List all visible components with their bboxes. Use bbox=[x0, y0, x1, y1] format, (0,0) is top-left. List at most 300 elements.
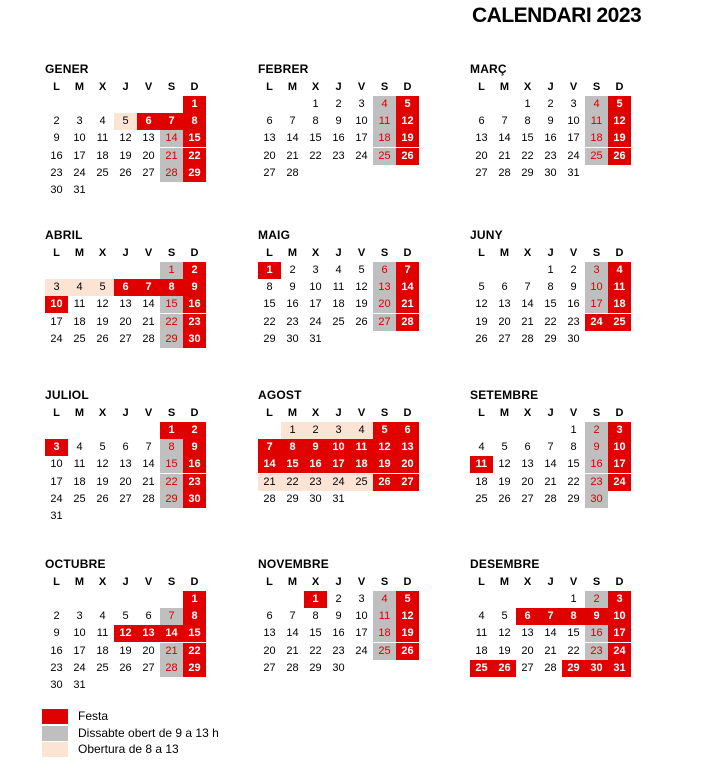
day-cell: 28 bbox=[160, 165, 183, 182]
day-cell: 4 bbox=[478, 441, 485, 454]
day-cell: 27 bbox=[396, 474, 419, 491]
day-cell: 16 bbox=[286, 298, 299, 311]
legend-label: Festa bbox=[78, 709, 109, 723]
day-cell: 26 bbox=[396, 148, 419, 165]
day-cell: 28 bbox=[160, 660, 183, 677]
day-cell: 11 bbox=[585, 113, 608, 130]
day-cell: 5 bbox=[114, 113, 137, 130]
day-cell: 26 bbox=[475, 332, 488, 345]
day-cell: 15 bbox=[309, 132, 322, 145]
weekday-header: X bbox=[523, 407, 532, 419]
day-cell: 31 bbox=[50, 510, 63, 522]
day-cell: 2 bbox=[183, 422, 206, 439]
day-cell: 28 bbox=[263, 492, 276, 505]
day-cell: 12 bbox=[355, 281, 368, 294]
day-cell: 17 bbox=[309, 298, 322, 311]
weekday-header: S bbox=[380, 247, 389, 259]
day-cell: 5 bbox=[501, 610, 508, 623]
day-cell: 10 bbox=[355, 610, 368, 623]
weekday-header: V bbox=[357, 247, 366, 259]
day-cell: 15 bbox=[183, 130, 206, 147]
day-cell: 5 bbox=[608, 96, 631, 113]
day-cell: 16 bbox=[50, 149, 63, 162]
weekday-header: S bbox=[167, 576, 176, 588]
weekday-header: V bbox=[569, 407, 578, 419]
day-cell: 19 bbox=[373, 456, 396, 473]
day-cell: 22 bbox=[309, 644, 322, 657]
day-cell: 17 bbox=[73, 149, 86, 162]
day-cell: 26 bbox=[119, 661, 132, 674]
day-cell: 8 bbox=[160, 439, 183, 456]
day-cell: 8 bbox=[160, 279, 183, 296]
day-cell: 3 bbox=[570, 98, 577, 110]
day-cell: 2 bbox=[570, 264, 577, 276]
day-cell: 15 bbox=[160, 456, 183, 473]
day-cell: 25 bbox=[332, 315, 345, 328]
day-cell: 28 bbox=[521, 332, 534, 345]
day-cell: 1 bbox=[160, 422, 183, 439]
day-cell: 12 bbox=[475, 298, 488, 311]
day-cell: 12 bbox=[396, 608, 419, 625]
day-cell: 26 bbox=[96, 492, 109, 505]
day-cell: 29 bbox=[263, 332, 276, 345]
day-cell: 14 bbox=[286, 132, 299, 145]
day-cell: 5 bbox=[99, 441, 106, 454]
day-cell: 10 bbox=[608, 439, 631, 456]
weekday-header: J bbox=[122, 81, 129, 93]
day-cell: 25 bbox=[96, 661, 109, 674]
day-cell: 8 bbox=[266, 281, 273, 294]
day-cell: 9 bbox=[183, 439, 206, 456]
weekday-header: X bbox=[311, 81, 320, 93]
day-cell: 23 bbox=[544, 149, 557, 162]
day-cell: 5 bbox=[478, 281, 485, 294]
day-cell: 11 bbox=[470, 456, 493, 473]
weekday-header: D bbox=[403, 247, 412, 259]
day-cell: 19 bbox=[498, 475, 511, 488]
weekday-header: L bbox=[266, 247, 273, 259]
month-name: JUNY bbox=[470, 228, 503, 242]
day-cell: 19 bbox=[96, 315, 109, 328]
day-cell: 8 bbox=[547, 281, 554, 294]
day-cell: 7 bbox=[160, 608, 183, 625]
day-cell: 2 bbox=[335, 593, 342, 605]
day-cell: 29 bbox=[562, 660, 585, 677]
day-cell: 19 bbox=[498, 644, 511, 657]
weekday-header: D bbox=[615, 81, 624, 93]
weekday-header: J bbox=[122, 576, 129, 588]
day-cell: 13 bbox=[373, 279, 396, 296]
day-cell: 24 bbox=[585, 314, 608, 331]
day-cell: 27 bbox=[263, 661, 276, 674]
month-name: MARÇ bbox=[470, 62, 507, 76]
day-cell: 3 bbox=[45, 439, 68, 456]
weekday-header: X bbox=[98, 576, 107, 588]
day-cell: 15 bbox=[183, 625, 206, 642]
day-cell: 1 bbox=[183, 96, 206, 113]
day-cell: 30 bbox=[50, 184, 63, 196]
day-cell: 3 bbox=[76, 115, 83, 128]
day-cell: 1 bbox=[547, 264, 554, 276]
day-cell: 25 bbox=[373, 148, 396, 165]
day-cell: 18 bbox=[73, 315, 86, 328]
day-cell: 25 bbox=[373, 643, 396, 660]
day-cell: 23 bbox=[567, 315, 580, 328]
day-cell: 6 bbox=[266, 610, 273, 623]
day-cell: 31 bbox=[73, 184, 86, 196]
day-cell: 13 bbox=[119, 298, 132, 311]
day-cell: 11 bbox=[96, 627, 109, 640]
day-cell: 9 bbox=[547, 115, 554, 128]
month-name: DESEMBRE bbox=[470, 557, 540, 571]
day-cell: 15 bbox=[567, 627, 580, 640]
weekday-header: S bbox=[592, 81, 601, 93]
day-cell: 19 bbox=[96, 475, 109, 488]
day-cell: 15 bbox=[544, 298, 557, 311]
day-cell: 27 bbox=[142, 166, 155, 179]
day-cell: 10 bbox=[45, 296, 68, 313]
day-cell: 7 bbox=[289, 610, 296, 623]
day-cell: 9 bbox=[304, 439, 327, 456]
weekday-header: M bbox=[74, 247, 85, 259]
day-cell: 2 bbox=[585, 422, 608, 439]
day-cell: 1 bbox=[524, 98, 531, 110]
day-cell: 11 bbox=[96, 132, 109, 145]
day-cell: 2 bbox=[585, 591, 608, 608]
day-cell: 18 bbox=[332, 298, 345, 311]
legend-label: Obertura de 8 a 13 bbox=[78, 742, 179, 756]
day-cell: 12 bbox=[114, 625, 137, 642]
day-cell: 19 bbox=[396, 625, 419, 642]
month-name: SETEMBRE bbox=[470, 388, 539, 402]
day-cell: 28 bbox=[498, 166, 511, 179]
day-cell: 24 bbox=[327, 474, 350, 491]
weekday-header: D bbox=[615, 247, 624, 259]
weekday-header: L bbox=[53, 407, 60, 419]
day-cell: 25 bbox=[350, 474, 373, 491]
day-cell: 10 bbox=[355, 115, 368, 128]
weekday-header: X bbox=[523, 81, 532, 93]
weekday-header: X bbox=[523, 576, 532, 588]
day-cell: 29 bbox=[286, 492, 299, 505]
day-cell: 6 bbox=[516, 608, 539, 625]
month-name: JULIOL bbox=[45, 388, 89, 402]
weekday-header: M bbox=[499, 81, 510, 93]
weekday-header: M bbox=[499, 407, 510, 419]
weekday-header: L bbox=[266, 576, 273, 588]
day-cell: 4 bbox=[76, 441, 83, 454]
weekday-header: V bbox=[569, 81, 578, 93]
day-cell: 3 bbox=[358, 593, 365, 605]
day-cell: 8 bbox=[570, 441, 577, 454]
day-cell: 23 bbox=[304, 474, 327, 491]
day-cell: 22 bbox=[567, 475, 580, 488]
day-cell: 22 bbox=[521, 149, 534, 162]
day-cell: 16 bbox=[332, 627, 345, 640]
day-cell: 7 bbox=[396, 262, 419, 279]
day-cell: 3 bbox=[327, 422, 350, 439]
day-cell: 25 bbox=[73, 332, 86, 345]
weekday-header: J bbox=[547, 81, 554, 93]
day-cell: 25 bbox=[585, 148, 608, 165]
day-cell: 30 bbox=[183, 331, 206, 348]
day-cell: 11 bbox=[73, 298, 86, 311]
weekday-header: X bbox=[311, 576, 320, 588]
weekday-header: J bbox=[122, 247, 129, 259]
day-cell: 9 bbox=[53, 132, 60, 145]
day-cell: 11 bbox=[475, 627, 488, 640]
day-cell: 4 bbox=[99, 115, 106, 128]
weekday-header: V bbox=[357, 407, 366, 419]
day-cell: 6 bbox=[122, 441, 129, 454]
day-cell: 31 bbox=[608, 660, 631, 677]
day-cell: 26 bbox=[96, 332, 109, 345]
day-cell: 8 bbox=[524, 115, 531, 128]
day-cell: 4 bbox=[608, 262, 631, 279]
weekday-header: D bbox=[615, 407, 624, 419]
day-cell: 11 bbox=[373, 608, 396, 625]
day-cell: 4 bbox=[99, 610, 106, 623]
day-cell: 10 bbox=[585, 279, 608, 296]
weekday-header: V bbox=[144, 576, 153, 588]
day-cell: 29 bbox=[183, 165, 206, 182]
day-cell: 25 bbox=[96, 166, 109, 179]
day-cell: 23 bbox=[50, 166, 63, 179]
day-cell: 14 bbox=[286, 627, 299, 640]
day-cell: 3 bbox=[608, 422, 631, 439]
day-cell: 3 bbox=[76, 610, 83, 623]
day-cell: 21 bbox=[498, 149, 511, 162]
day-cell: 7 bbox=[258, 439, 281, 456]
day-cell: 10 bbox=[567, 115, 580, 128]
day-cell: 21 bbox=[544, 644, 557, 657]
day-cell: 28 bbox=[286, 661, 299, 674]
day-cell: 29 bbox=[160, 331, 183, 348]
day-cell: 17 bbox=[585, 296, 608, 313]
day-cell: 4 bbox=[585, 96, 608, 113]
day-cell: 19 bbox=[119, 644, 132, 657]
day-cell: 19 bbox=[119, 149, 132, 162]
day-cell: 26 bbox=[355, 315, 368, 328]
day-cell: 21 bbox=[160, 643, 183, 660]
day-cell: 17 bbox=[50, 475, 63, 488]
day-cell: 12 bbox=[373, 439, 396, 456]
weekday-header: D bbox=[403, 81, 412, 93]
day-cell: 25 bbox=[470, 660, 493, 677]
day-cell: 31 bbox=[567, 166, 580, 179]
weekday-header: S bbox=[380, 576, 389, 588]
weekday-header: L bbox=[478, 247, 485, 259]
day-cell: 31 bbox=[309, 332, 322, 345]
day-cell: 27 bbox=[521, 661, 534, 674]
day-cell: 29 bbox=[309, 661, 322, 674]
weekday-header: J bbox=[547, 407, 554, 419]
day-cell: 18 bbox=[96, 149, 109, 162]
day-cell: 27 bbox=[142, 661, 155, 674]
month-name: NOVEMBRE bbox=[258, 557, 329, 571]
day-cell: 26 bbox=[373, 474, 396, 491]
day-cell: 28 bbox=[544, 492, 557, 505]
day-cell: 20 bbox=[119, 315, 132, 328]
weekday-header: J bbox=[122, 407, 129, 419]
day-cell: 30 bbox=[567, 332, 580, 345]
weekday-header: M bbox=[74, 81, 85, 93]
day-cell: 18 bbox=[73, 475, 86, 488]
weekday-header: S bbox=[167, 407, 176, 419]
day-cell: 1 bbox=[312, 98, 319, 110]
day-cell: 11 bbox=[373, 113, 396, 130]
day-cell: 18 bbox=[373, 625, 396, 642]
month-name: MAIG bbox=[258, 228, 291, 242]
day-cell: 4 bbox=[350, 422, 373, 439]
day-cell: 28 bbox=[142, 492, 155, 505]
day-cell: 8 bbox=[281, 439, 304, 456]
day-cell: 15 bbox=[263, 298, 276, 311]
day-cell: 4 bbox=[335, 264, 342, 276]
weekday-header: X bbox=[98, 247, 107, 259]
weekday-header: L bbox=[53, 247, 60, 259]
day-cell: 8 bbox=[183, 608, 206, 625]
weekday-header: S bbox=[380, 407, 389, 419]
legend-swatch bbox=[42, 726, 68, 741]
weekday-header: D bbox=[403, 407, 412, 419]
day-cell: 13 bbox=[142, 132, 155, 145]
weekday-header: L bbox=[53, 81, 60, 93]
day-cell: 7 bbox=[137, 279, 160, 296]
day-cell: 3 bbox=[608, 591, 631, 608]
day-cell: 9 bbox=[335, 610, 342, 623]
day-cell: 8 bbox=[312, 115, 319, 128]
day-cell: 2 bbox=[53, 610, 60, 623]
day-cell: 2 bbox=[335, 98, 342, 110]
day-cell: 14 bbox=[142, 458, 155, 471]
day-cell: 12 bbox=[96, 298, 109, 311]
day-cell: 26 bbox=[396, 643, 419, 660]
weekday-header: J bbox=[547, 576, 554, 588]
day-cell: 18 bbox=[96, 644, 109, 657]
day-cell: 15 bbox=[521, 132, 534, 145]
day-cell: 23 bbox=[50, 661, 63, 674]
day-cell: 9 bbox=[289, 281, 296, 294]
weekday-header: S bbox=[592, 407, 601, 419]
day-cell: 18 bbox=[350, 456, 373, 473]
day-cell: 21 bbox=[544, 475, 557, 488]
day-cell: 17 bbox=[567, 132, 580, 145]
day-cell: 4 bbox=[478, 610, 485, 623]
day-cell: 30 bbox=[286, 332, 299, 345]
day-cell: 1 bbox=[258, 262, 281, 279]
day-cell: 22 bbox=[183, 643, 206, 660]
day-cell: 20 bbox=[396, 456, 419, 473]
day-cell: 22 bbox=[263, 315, 276, 328]
weekday-header: M bbox=[74, 576, 85, 588]
day-cell: 11 bbox=[350, 439, 373, 456]
weekday-header: M bbox=[499, 576, 510, 588]
day-cell: 6 bbox=[114, 279, 137, 296]
day-cell: 6 bbox=[266, 115, 273, 128]
day-cell: 21 bbox=[286, 644, 299, 657]
weekday-header: L bbox=[478, 576, 485, 588]
weekday-header: D bbox=[190, 81, 199, 93]
day-cell: 11 bbox=[73, 458, 86, 471]
day-cell: 21 bbox=[142, 315, 155, 328]
day-cell: 3 bbox=[312, 264, 319, 276]
day-cell: 16 bbox=[183, 456, 206, 473]
weekday-header: L bbox=[478, 81, 485, 93]
day-cell: 31 bbox=[73, 679, 86, 691]
day-cell: 12 bbox=[396, 113, 419, 130]
day-cell: 6 bbox=[145, 610, 152, 623]
day-cell: 29 bbox=[544, 332, 557, 345]
day-cell: 13 bbox=[396, 439, 419, 456]
day-cell: 2 bbox=[304, 422, 327, 439]
day-cell: 17 bbox=[73, 644, 86, 657]
day-cell: 16 bbox=[585, 625, 608, 642]
day-cell: 10 bbox=[608, 608, 631, 625]
day-cell: 26 bbox=[493, 660, 516, 677]
day-cell: 1 bbox=[281, 422, 304, 439]
day-cell: 13 bbox=[521, 458, 534, 471]
day-cell: 14 bbox=[544, 627, 557, 640]
day-cell: 16 bbox=[332, 132, 345, 145]
day-cell: 13 bbox=[263, 627, 276, 640]
weekday-header: X bbox=[98, 81, 107, 93]
day-cell: 22 bbox=[567, 644, 580, 657]
month-name: FEBRER bbox=[258, 62, 309, 76]
day-cell: 10 bbox=[309, 281, 322, 294]
day-cell: 20 bbox=[498, 315, 511, 328]
day-cell: 6 bbox=[478, 115, 485, 128]
day-cell: 14 bbox=[521, 298, 534, 311]
day-cell: 27 bbox=[263, 166, 276, 179]
day-cell: 29 bbox=[567, 492, 580, 505]
weekday-header: L bbox=[266, 81, 273, 93]
day-cell: 23 bbox=[585, 643, 608, 660]
day-cell: 6 bbox=[137, 113, 160, 130]
day-cell: 20 bbox=[521, 644, 534, 657]
day-cell: 22 bbox=[160, 314, 183, 331]
day-cell: 18 bbox=[475, 475, 488, 488]
weekday-header: X bbox=[311, 407, 320, 419]
legend-label: Dissabte obert de 9 a 13 h bbox=[78, 725, 219, 740]
month-name: AGOST bbox=[258, 388, 302, 402]
day-cell: 26 bbox=[119, 166, 132, 179]
weekday-header: X bbox=[98, 407, 107, 419]
weekday-header: L bbox=[266, 407, 273, 419]
day-cell: 20 bbox=[263, 149, 276, 162]
day-cell: 24 bbox=[73, 166, 86, 179]
day-cell: 3 bbox=[45, 279, 68, 296]
day-cell: 12 bbox=[498, 627, 511, 640]
day-cell: 19 bbox=[608, 130, 631, 147]
weekday-header: S bbox=[592, 247, 601, 259]
day-cell: 20 bbox=[521, 475, 534, 488]
day-cell: 7 bbox=[547, 441, 554, 454]
day-cell: 12 bbox=[96, 458, 109, 471]
day-cell: 14 bbox=[142, 298, 155, 311]
day-cell: 21 bbox=[286, 149, 299, 162]
weekday-header: J bbox=[547, 247, 554, 259]
day-cell: 17 bbox=[355, 627, 368, 640]
day-cell: 25 bbox=[73, 492, 86, 505]
day-cell: 3 bbox=[585, 262, 608, 279]
weekday-header: S bbox=[167, 81, 176, 93]
month-name: OCTUBRE bbox=[45, 557, 106, 571]
day-cell: 13 bbox=[475, 132, 488, 145]
legend-swatch bbox=[42, 742, 68, 757]
day-cell: 1 bbox=[304, 591, 327, 608]
weekday-header: S bbox=[167, 247, 176, 259]
